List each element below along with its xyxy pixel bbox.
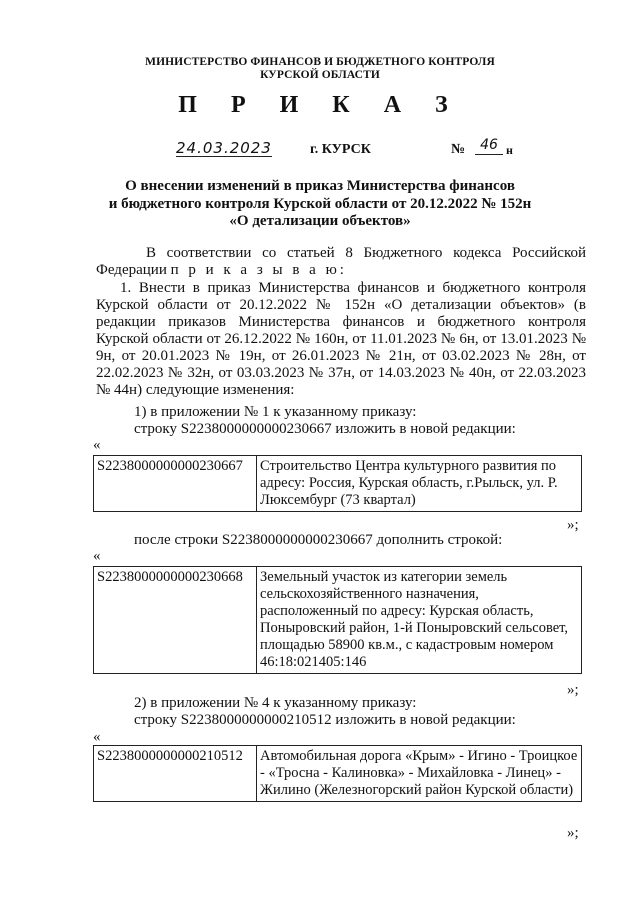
object-description: Земельный участок из категории земель сельскохозяйственного назначения, расположенный по адресу: Курская область, Поныровский район, 1-й Поныровский сельсовет, площадью 58900 кв.м., с кадастровым номером 46:18:021405:146 bbox=[257, 567, 582, 674]
handwritten-number: 46 bbox=[475, 136, 503, 155]
handwritten-date: 24.03.2023 bbox=[176, 139, 272, 157]
open-quote-2: « bbox=[93, 548, 101, 564]
date-number-row bbox=[0, 137, 640, 162]
document-title: П Р И К А З bbox=[178, 92, 462, 118]
preamble bbox=[96, 245, 586, 279]
close-quote-1: »; bbox=[567, 517, 579, 533]
object-code: S2238000000000210512 bbox=[94, 746, 257, 802]
object-description: Автомобильная дорога «Крым» - Игино - Троицкое - «Тросна - Калиновка» - Михайловка - Линец» - Жилино (Железногорский район Курской области) bbox=[257, 746, 582, 802]
edition-table-2 bbox=[93, 566, 582, 674]
close-quote-2: »; bbox=[567, 682, 579, 698]
point-1: 1. Внести в приказ Министерства финансов и бюджетного контроля Курской области от 20.12.2022 № 152н «О детализации объектов» (в редакции приказов Министерства финансов и бюджетного контроля Курской области от 26.12.2022 № 160н, от 11.01.2023 № 6н, от 13.01.2023 № 9н, от 20.01.2023 № 19н, от 26.01.2023 № 21н, от 03.02.2023 № 28н, от 22.02.2023 № 32н, от 03.03.2023 № 37н, от 14.03.2023 № 40н, от 22.03.2023 № 44н) следующие изменения: bbox=[96, 280, 586, 398]
close-quote-3: »; bbox=[567, 825, 579, 841]
object-description: Строительство Центра культурного развития по адресу: Россия, Курская область, г.Рыльск, ул. Р. Люксембург (73 квартал) bbox=[257, 456, 582, 512]
table-row bbox=[94, 567, 582, 674]
object-code: S2238000000000230667 bbox=[94, 456, 257, 512]
open-quote-3: « bbox=[93, 729, 101, 745]
subpoint-1: 1) в приложении № 1 к указанному приказу: bbox=[134, 404, 417, 420]
edition-table-3 bbox=[93, 745, 582, 802]
subpoint-2-row: строку S2238000000000210512 изложить в новой редакции: bbox=[134, 712, 516, 728]
subject-line1: О внесении изменений в приказ Министерства финансов bbox=[125, 178, 515, 194]
preamble-text: В соответствии со статьей 8 Бюджетного кодекса Российской Федерации bbox=[96, 245, 586, 278]
ministry-name-line2: КУРСКОЙ ОБЛАСТИ bbox=[260, 69, 380, 81]
after-row-instruction: после строки S2238000000000230667 дополнить строкой: bbox=[134, 532, 503, 548]
subpoint-1-row: строку S2238000000000230667 изложить в новой редакции: bbox=[134, 421, 516, 437]
table-row bbox=[94, 746, 582, 802]
object-code: S2238000000000230668 bbox=[94, 567, 257, 674]
edition-table-1 bbox=[93, 455, 582, 512]
order-word: п р и к а з ы в а ю: bbox=[170, 262, 347, 278]
number-label: № bbox=[451, 142, 466, 157]
subject-line3: «О детализации объектов» bbox=[229, 213, 411, 229]
table-row bbox=[94, 456, 582, 512]
open-quote-1: « bbox=[93, 437, 101, 453]
city: г. КУРСК bbox=[310, 142, 371, 157]
subpoint-2: 2) в приложении № 4 к указанному приказу: bbox=[134, 695, 417, 711]
number-suffix: н bbox=[506, 143, 513, 157]
ministry-name-line1: МИНИСТЕРСТВО ФИНАНСОВ И БЮДЖЕТНОГО КОНТРОЛЯ bbox=[145, 56, 495, 68]
subject-line2: и бюджетного контроля Курской области от 20.12.2022 № 152н bbox=[108, 196, 532, 212]
